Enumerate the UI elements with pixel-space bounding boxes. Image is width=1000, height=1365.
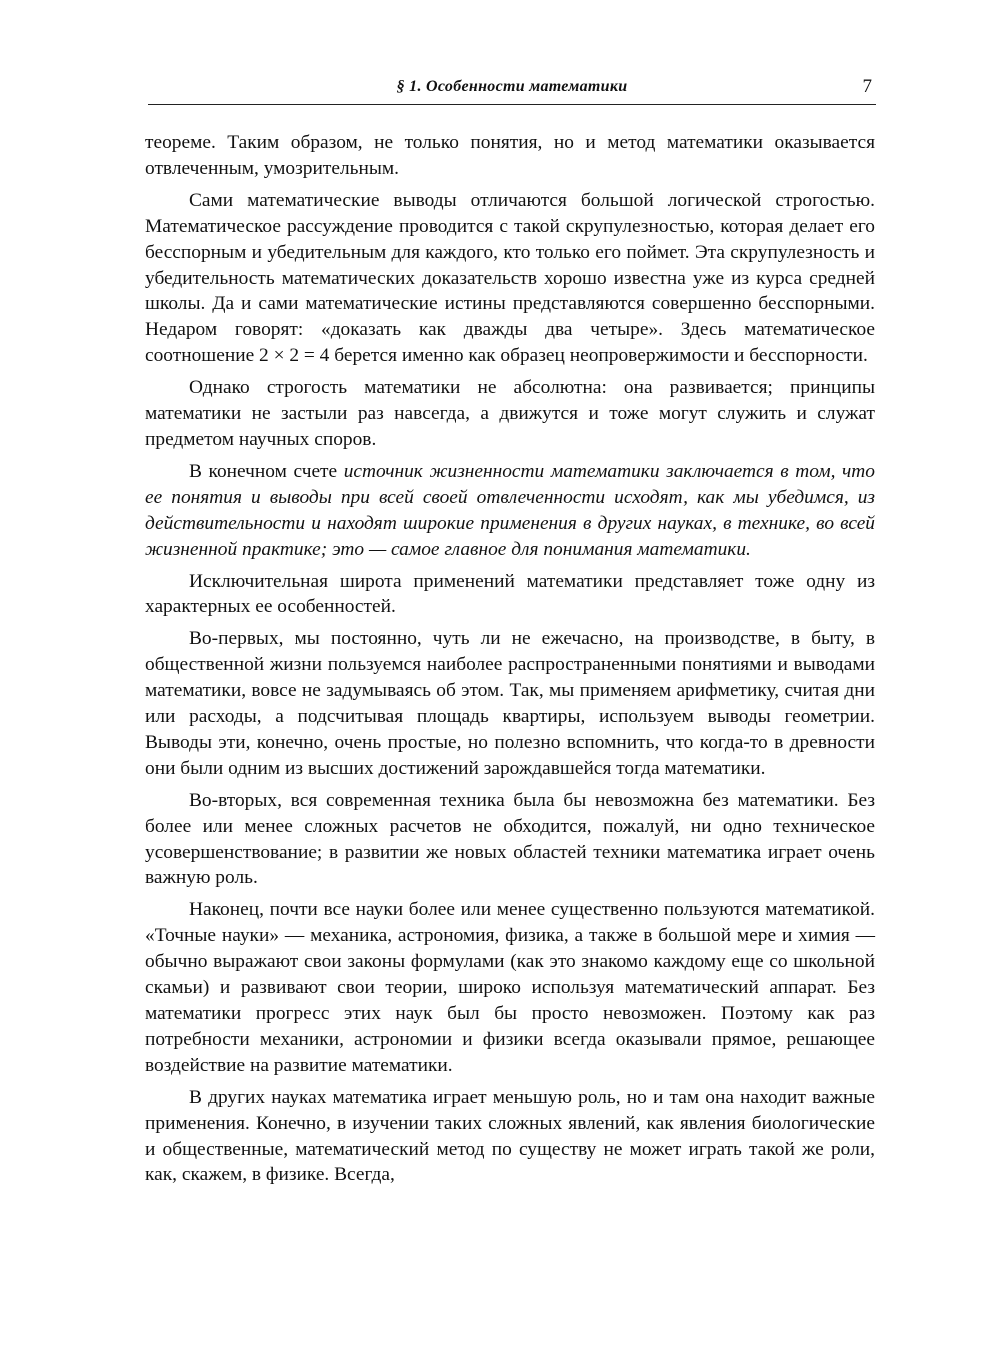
- emphasized-statement: источник жизненности математики заключается в том, что ее понятия и выводы при всей своей отвлеченности исходят, как мы убедимся, из действительности и находят широкие применения в других науках, в технике, во всей жизненной практике; это — самое главное для понимания математики.: [145, 460, 875, 560]
- paragraph-not-absolute: Однако строгость математики не абсолютна: она развивается; принципы математики не застыли раз навсегда, а движутся и тоже могут служить и служат предметом научных споров.: [145, 377, 875, 450]
- paragraph-firstly: Во-первых, мы постоянно, чуть ли не ежечасно, на производстве, в быту, в общественной жизни пользуемся наиболее распространенными понятиями и выводами математики, вовсе не задумываясь об этом. Так, мы применяем арифметику, считая дни или расходы, а подсчитывая площадь квартиры, используем выводы геометрии. Выводы эти, конечно, очень простые, но полезно вспомнить, что когда-то в древности они были одним из высших достижений зарождавшейся тогда математики.: [145, 628, 875, 779]
- paragraph-secondly: Во-вторых, вся современная техника была бы невозможна без математики. Без более или менее сложных расчетов не обходится, пожалуй, ни одно техническое усовершенствование; в развитии же новых областей техники математика играет очень важную роль.: [145, 789, 875, 889]
- paragraph-lead: В конечном счете: [189, 460, 344, 482]
- body-text: [145, 130, 875, 1188]
- paragraph-finally: Наконец, почти все науки более или менее существенно пользуются математикой. «Точные науки» — механика, астрономия, физика, а также в большой мере и химия — обычно выражают свои законы формулами (как это знакомо каждому еще со школьной скамьи) и развивают свои теории, широко используя математический аппарат. Без математики прогресс этих наук был бы просто невозможен. Поэтому как раз потребности механики, астрономии и физики всегда оказывали прямое, решающее воздействие на развитие математики.: [145, 899, 875, 1076]
- running-header: [148, 74, 876, 105]
- paragraph-other-sciences: В других науках математика играет меньшую роль, но и там она находит важные применения. Конечно, в изучении таких сложных явлений, как явления биологические и общественные, математический метод по существу не может играть такой же роли, как, скажем, в физике. Всегда,: [145, 1086, 875, 1186]
- paragraph-continuation: теореме. Таким образом, не только понятия, но и метод математики оказывается отвлеченным, умозрительным.: [145, 132, 875, 179]
- page-number: 7: [862, 76, 872, 97]
- paragraph-rigor: Сами математические выводы отличаются большой логической строгостью. Математическое рассуждение проводится с такой скрупулезностью, которая делает его бесспорным и убедительным для каждого, кто только его поймет. Эта скрупулезность и убедительность математических доказательств хорошо известна уже из курса средней школы. Да и сами математические истины представляются совершенно бесспорными. Недаром говорят: «доказать как дважды два четыре». Здесь математическое соотношение 2 × 2 = 4 берется именно как образец неопровержимости и бесспорности.: [145, 189, 875, 367]
- section-title: § 1. Особенности математики: [396, 78, 628, 95]
- paragraph-breadth: Исключительная широта применений математики представляет тоже одну из характерных ее особенностей.: [145, 570, 875, 618]
- paragraph-source-of-vitality: [145, 459, 875, 563]
